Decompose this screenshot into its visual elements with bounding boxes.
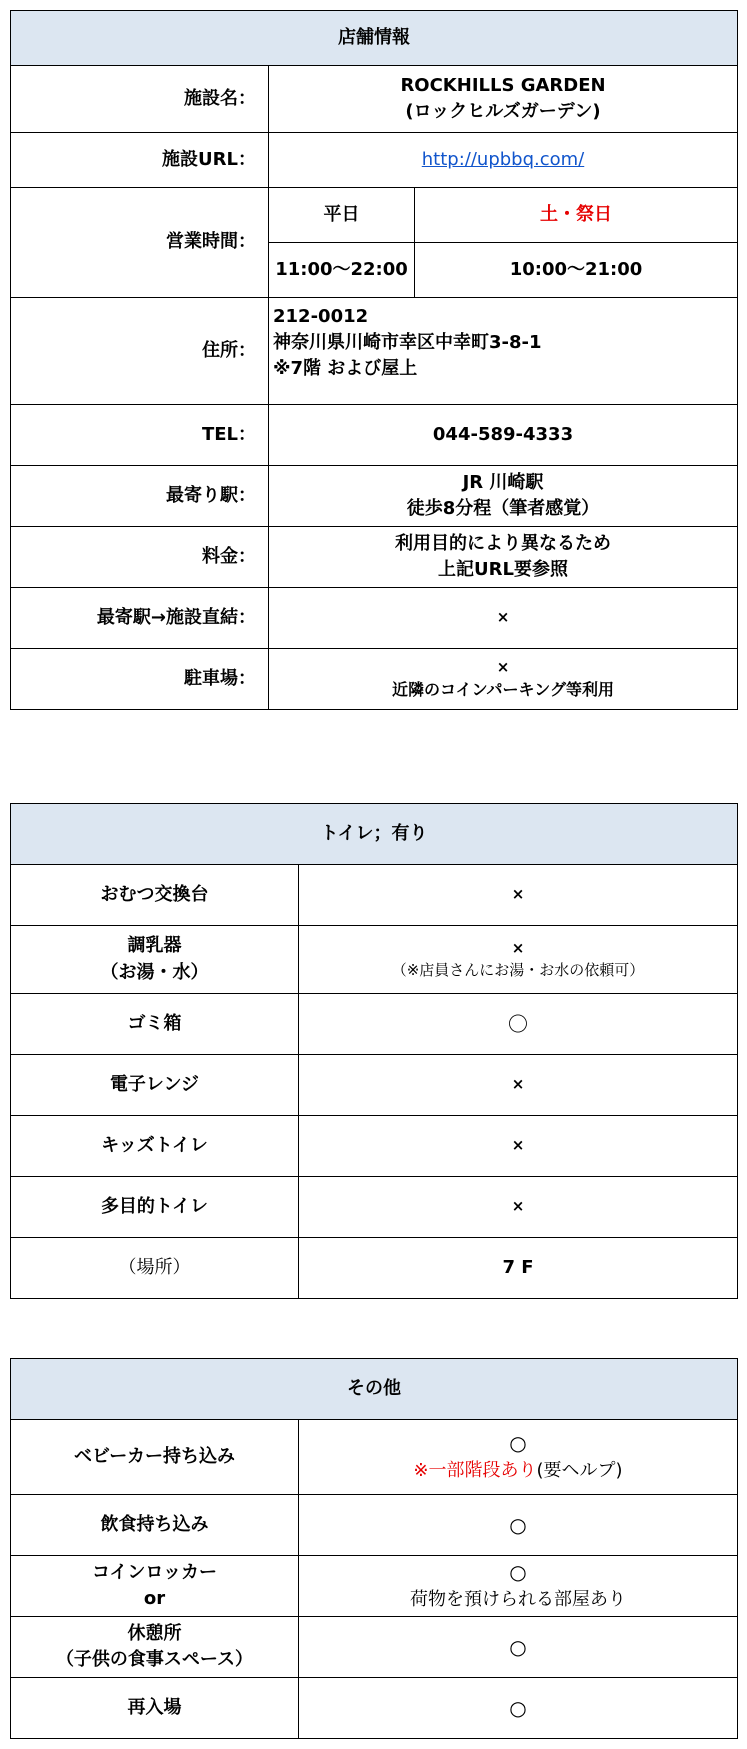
locker-label-line2: or xyxy=(143,1588,166,1609)
direct-connection-value: × xyxy=(269,588,738,649)
stroller-note-help: (要ヘルプ) xyxy=(536,1460,623,1482)
address-label: 住所： xyxy=(11,298,269,405)
station-cell xyxy=(269,466,738,527)
stroller-value: ○ xyxy=(509,1431,527,1456)
formula-note: （※店員さんにお湯・お水の依頼可） xyxy=(391,960,645,979)
locker-cell xyxy=(299,1556,738,1617)
multipurpose-toilet-label: 多目的トイレ xyxy=(11,1177,299,1238)
stroller-label: ベビーカー持ち込み xyxy=(11,1420,299,1495)
facility-name xyxy=(269,66,738,133)
facility-url-link[interactable]: http://upbbq.com/ xyxy=(421,148,585,170)
address-text: 神奈川県川崎市幸区中幸町3-8-1 xyxy=(273,332,542,354)
kids-toilet-label: キッズトイレ xyxy=(11,1116,299,1177)
parking-cell xyxy=(269,649,738,710)
locker-label xyxy=(11,1556,299,1617)
weekend-hours: 10:00～21:00 xyxy=(415,243,738,298)
trash-label: ゴミ箱 xyxy=(11,994,299,1055)
formula-cell xyxy=(299,926,738,994)
weekend-label: 土・祭日 xyxy=(415,188,738,243)
microwave-label: 電子レンジ xyxy=(11,1055,299,1116)
reentry-value: ○ xyxy=(299,1678,738,1739)
rest-area-value: ○ xyxy=(299,1617,738,1678)
parking-note: 近隣のコインパーキング等利用 xyxy=(392,680,614,700)
fee-line2: 上記URL要参照 xyxy=(438,559,568,580)
toilet-table xyxy=(10,803,738,1299)
fee-cell xyxy=(269,527,738,588)
weekday-hours: 11:00～22:00 xyxy=(269,243,415,298)
formula-label-line2: （お湯・水） xyxy=(100,961,209,983)
locker-value: ○ xyxy=(509,1560,527,1585)
stroller-note-red: ※一部階段あり xyxy=(413,1460,537,1482)
trash-value: 〇 xyxy=(299,994,738,1055)
food-value: ○ xyxy=(299,1495,738,1556)
locker-label-line1: コインロッカー xyxy=(91,1561,218,1583)
other-title: その他 xyxy=(11,1359,738,1420)
store-info-title: 店舗情報 xyxy=(11,11,738,66)
station-line1: JR 川崎駅 xyxy=(462,471,544,493)
food-label: 飲食持ち込み xyxy=(11,1495,299,1556)
formula-value: × xyxy=(511,938,525,957)
address-note: ※7階 および屋上 xyxy=(273,358,418,380)
tel-value: 044-589-4333 xyxy=(269,405,738,466)
store-info-table xyxy=(10,10,738,710)
facility-name-line1: ROCKHILLS GARDEN xyxy=(400,74,606,96)
kids-toilet-value: × xyxy=(299,1116,738,1177)
parking-label: 駐車場： xyxy=(11,649,269,710)
station-label: 最寄り駅： xyxy=(11,466,269,527)
diaper-value: × xyxy=(299,865,738,926)
postal-code: 212-0012 xyxy=(273,306,369,327)
formula-label xyxy=(11,926,299,994)
toilet-place-label: （場所） xyxy=(11,1238,299,1299)
facility-name-label: 施設名： xyxy=(11,66,269,133)
parking-value: × xyxy=(496,657,510,676)
hours-label: 営業時間： xyxy=(11,188,269,298)
formula-label-line1: 調乳器 xyxy=(127,935,182,957)
facility-url-cell xyxy=(269,133,738,188)
rest-area-label-line2: （子供の食事スペース） xyxy=(55,1649,254,1670)
rest-area-label-line1: 休憩所 xyxy=(127,1622,182,1644)
microwave-value: × xyxy=(299,1055,738,1116)
rest-area-label xyxy=(11,1617,299,1678)
direct-connection-label: 最寄駅→施設直結： xyxy=(11,588,269,649)
stroller-cell xyxy=(299,1420,738,1495)
multipurpose-toilet-value: × xyxy=(299,1177,738,1238)
toilet-place-value: 7 F xyxy=(299,1238,738,1299)
weekday-label: 平日 xyxy=(269,188,415,243)
address-cell xyxy=(269,298,738,405)
facility-name-line2: (ロックヒルズガーデン) xyxy=(405,101,601,122)
locker-note: 荷物を預けられる部屋あり xyxy=(410,1589,626,1611)
station-line2: 徒歩8分程（筆者感覚） xyxy=(406,498,600,519)
fee-label: 料金： xyxy=(11,527,269,588)
tel-label: TEL： xyxy=(11,405,269,466)
diaper-label: おむつ交換台 xyxy=(11,865,299,926)
facility-url-label: 施設URL： xyxy=(11,133,269,188)
reentry-label: 再入場 xyxy=(11,1678,299,1739)
other-table xyxy=(10,1358,738,1739)
toilet-title: トイレ；有り xyxy=(11,804,738,865)
fee-line1: 利用目的により異なるため xyxy=(395,532,611,554)
